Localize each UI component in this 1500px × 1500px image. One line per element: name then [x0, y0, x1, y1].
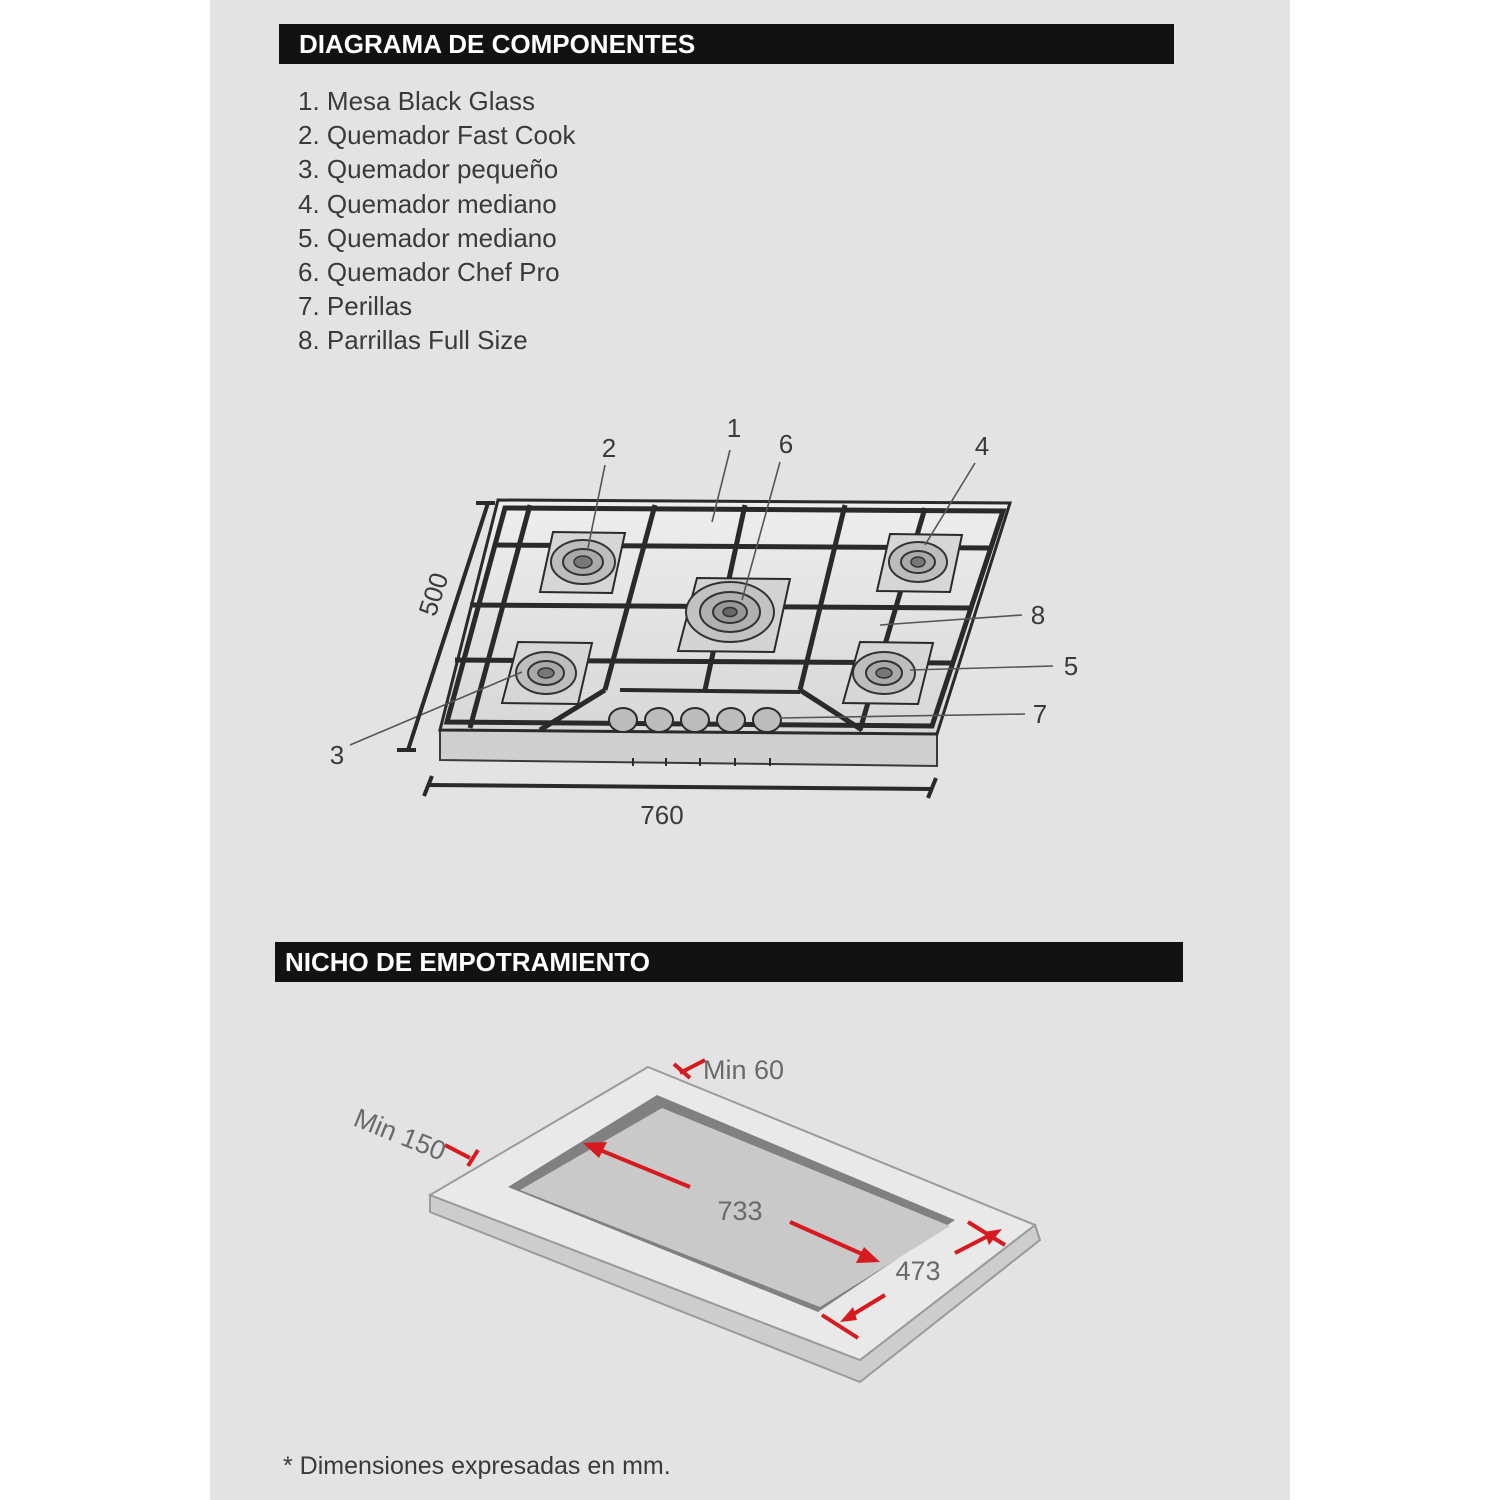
callout-5: 5	[1063, 651, 1079, 681]
component-item: 8. Parrillas Full Size	[298, 325, 528, 356]
component-item: 1. Mesa Black Glass	[298, 86, 535, 116]
section-title-niche: NICHO DE EMPOTRAMIENTO	[275, 942, 1183, 982]
cutout-width-label: 733	[717, 1196, 763, 1226]
callout-7: 7	[1032, 699, 1048, 729]
component-item: 4. Quemador mediano	[298, 188, 557, 219]
callout-3: 3	[329, 740, 345, 770]
dimension-width: 760	[640, 800, 684, 830]
callout-4: 4	[974, 431, 990, 461]
component-item: 2. Quemador Fast Cook	[298, 120, 576, 151]
cutout-depth-label: 473	[895, 1256, 941, 1286]
callout-6: 6	[778, 429, 794, 459]
callout-8: 8	[1030, 600, 1046, 630]
component-item: 6. Quemador Chef Pro	[298, 257, 560, 288]
component-item: 5. Quemador mediano	[298, 222, 557, 253]
callout-1: 1	[726, 413, 742, 443]
footnote: * Dimensiones expresadas en mm.	[283, 1452, 671, 1480]
min-back-label: Min 60	[703, 1055, 785, 1085]
min-front-label: Min 150	[349, 1102, 451, 1167]
dimension-depth: 500	[412, 568, 455, 620]
callout-2: 2	[601, 433, 617, 463]
component-item: 3. Quemador pequeño	[298, 154, 559, 185]
component-item: 7. Perillas	[298, 291, 413, 322]
section-title-components: DIAGRAMA DE COMPONENTES	[279, 24, 1174, 64]
